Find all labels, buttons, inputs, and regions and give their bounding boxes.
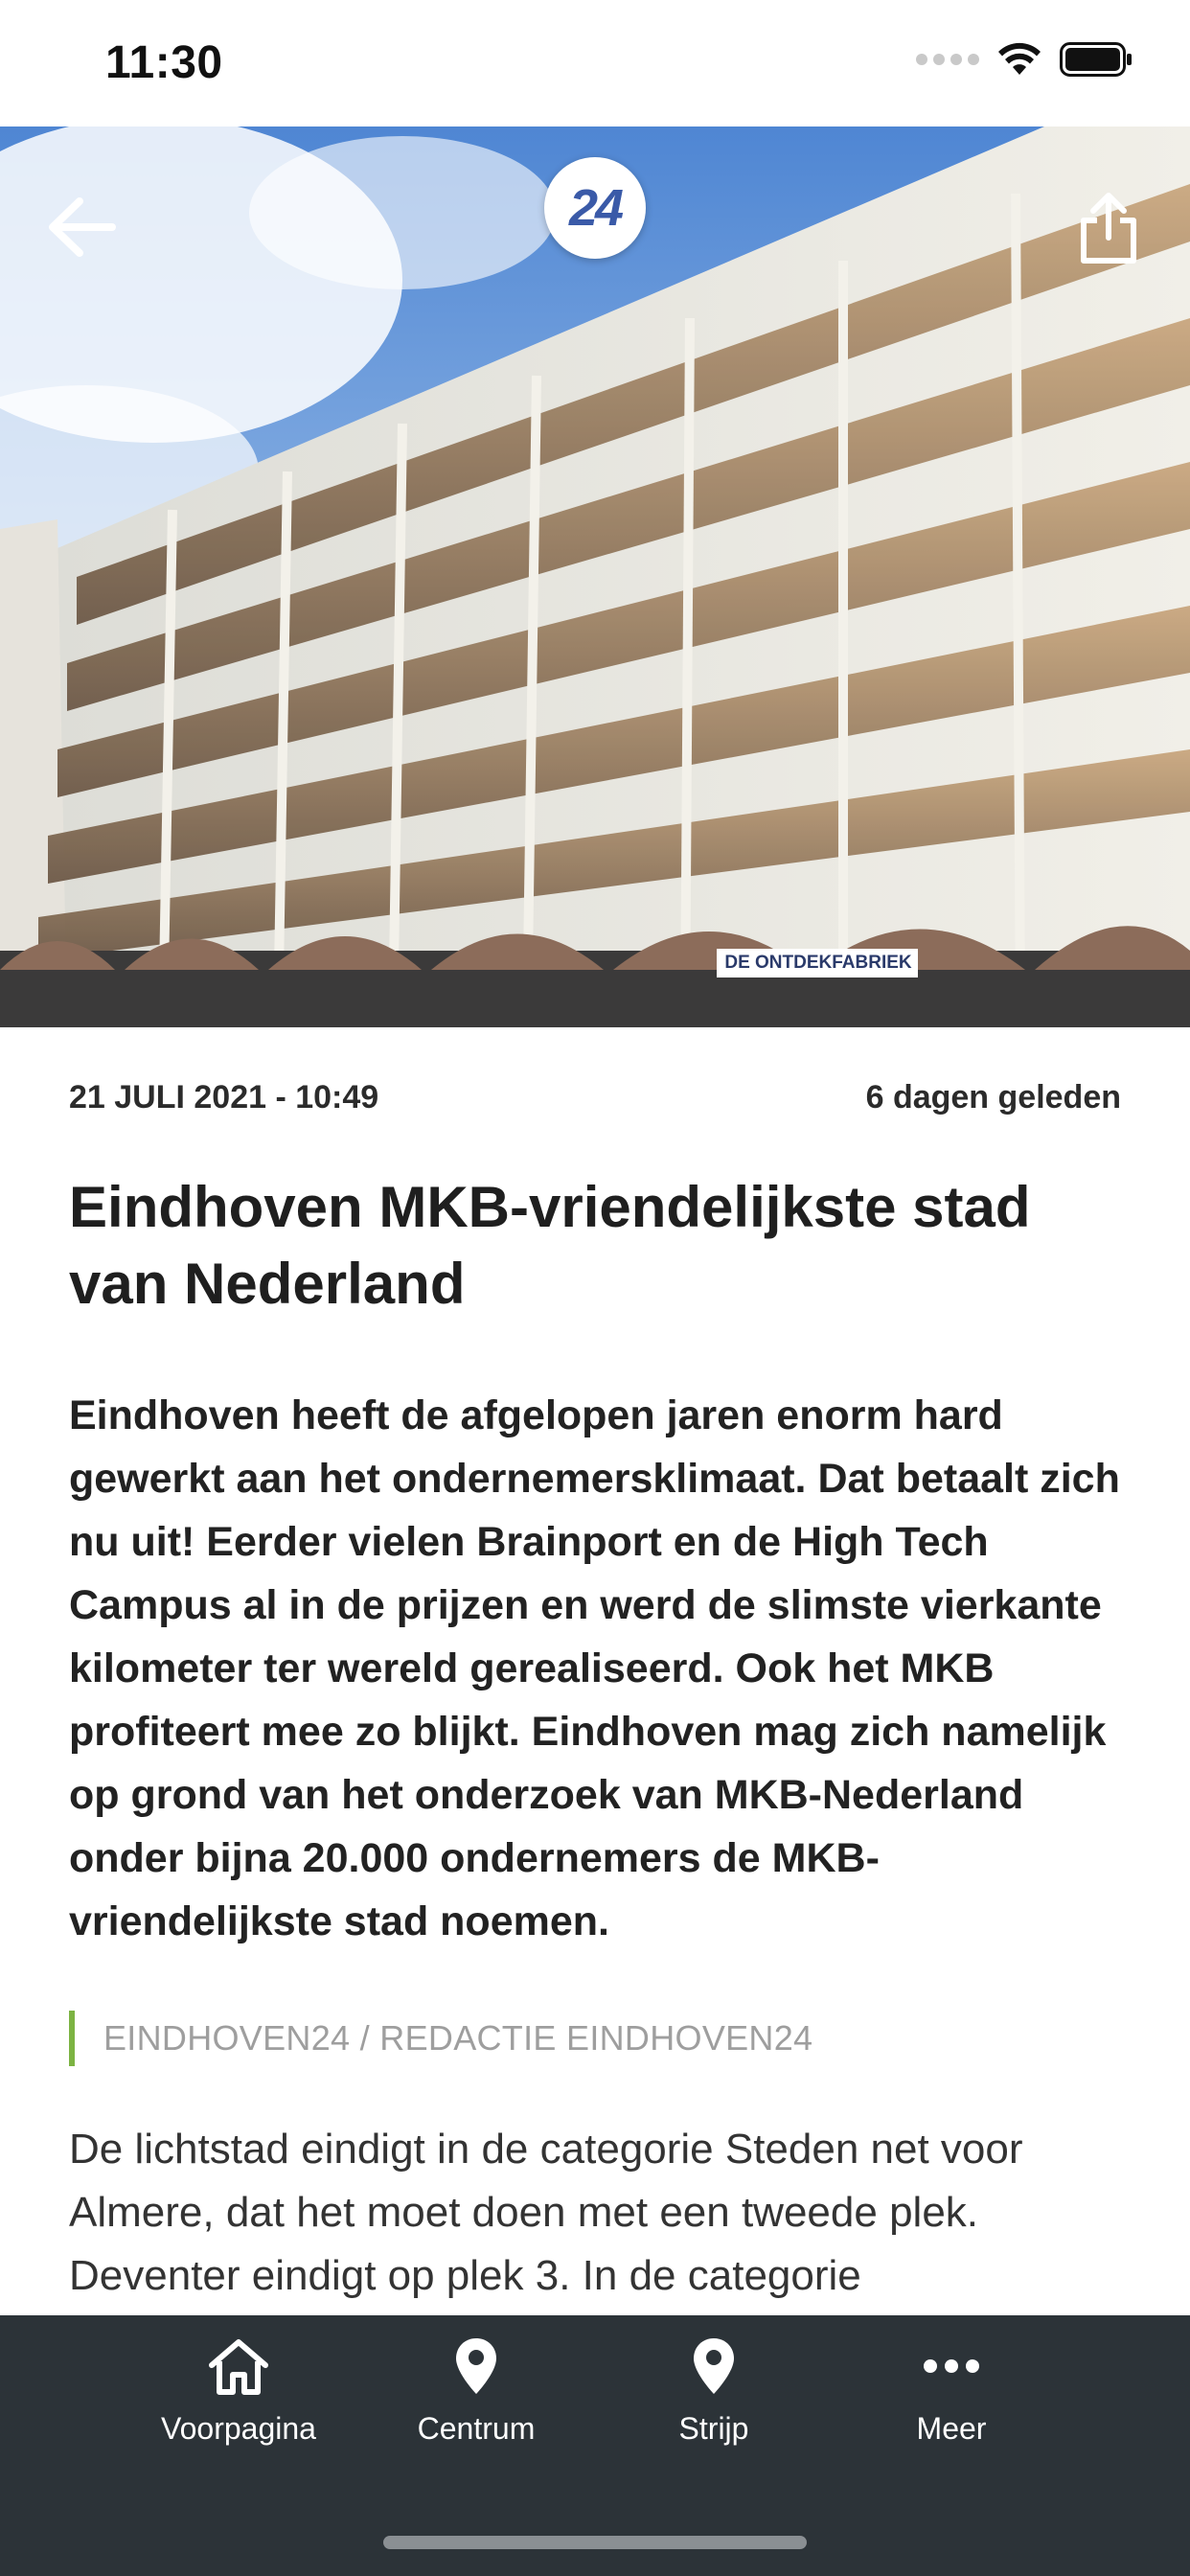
article-meta [69, 1079, 1121, 1116]
eindhoven24-logo[interactable] [544, 157, 646, 259]
article-body: De lichtstad eindigt in de categorie Steden net voor Almere, dat het moet doen met een tweede plek. Deventer eindigt op plek 3. In de categorie [69, 2126, 1023, 2299]
tab-centrum[interactable] [357, 2331, 595, 2474]
storefront-sign: DE ONTDEKFABRIEK [724, 953, 912, 973]
article-lead: Eindhoven heeft de afgelopen jaren enorm hard gewerkt aan het ondernemersklimaat. Dat betaalt zich nu uit! Eerder vielen Brainport en de High Tech Campus al in de prijzen en werd de slimste vierkante kilometer ter wereld gerealiseerd. Ook het MKB profiteert mee zo blijkt. Eindhoven mag zich namelijk op grond van het onderzoek van MKB-Nederland onder bijna 20.000 ondernemers de MKB-vriendelijkste stad noemen. [69, 1392, 1120, 1944]
tab-label: Centrum [417, 2411, 536, 2446]
hero-image [0, 126, 1190, 1027]
home-indicator[interactable] [383, 2536, 807, 2549]
back-button[interactable] [38, 184, 125, 270]
status-icons [916, 42, 1133, 77]
article-byline[interactable]: EINDHOVEN24 / REDACTIE EINDHOVEN24 [69, 2011, 812, 2066]
tab-label: Voorpagina [161, 2411, 316, 2446]
tab-label: Meer [916, 2411, 987, 2446]
location-pin-icon [454, 2336, 498, 2396]
logo-text: 24 [568, 179, 622, 237]
tab-meer[interactable] [833, 2331, 1070, 2474]
building-photo [0, 126, 1190, 1027]
tab-label: Strijp [678, 2411, 749, 2446]
tab-strijp[interactable] [595, 2331, 833, 2474]
article-title: Eindhoven MKB-vriendelijkste stad van Nederland [69, 1175, 1031, 1316]
share-icon [1078, 190, 1139, 266]
tab-voorpagina[interactable] [120, 2331, 357, 2474]
cellular-signal-icon [916, 54, 979, 65]
arrow-left-icon [45, 194, 118, 261]
status-bar [0, 0, 1190, 126]
share-button[interactable] [1065, 180, 1152, 276]
more-dots-icon [923, 2357, 980, 2376]
home-icon [206, 2336, 271, 2396]
battery-icon [1060, 42, 1133, 77]
status-time: 11:30 [105, 37, 223, 88]
article-relative-time: 6 dagen geleden [865, 1079, 1121, 1116]
wifi-icon [996, 42, 1042, 77]
article-date: 21 JULI 2021 - 10:49 [69, 1079, 379, 1116]
location-pin-icon [692, 2336, 736, 2396]
